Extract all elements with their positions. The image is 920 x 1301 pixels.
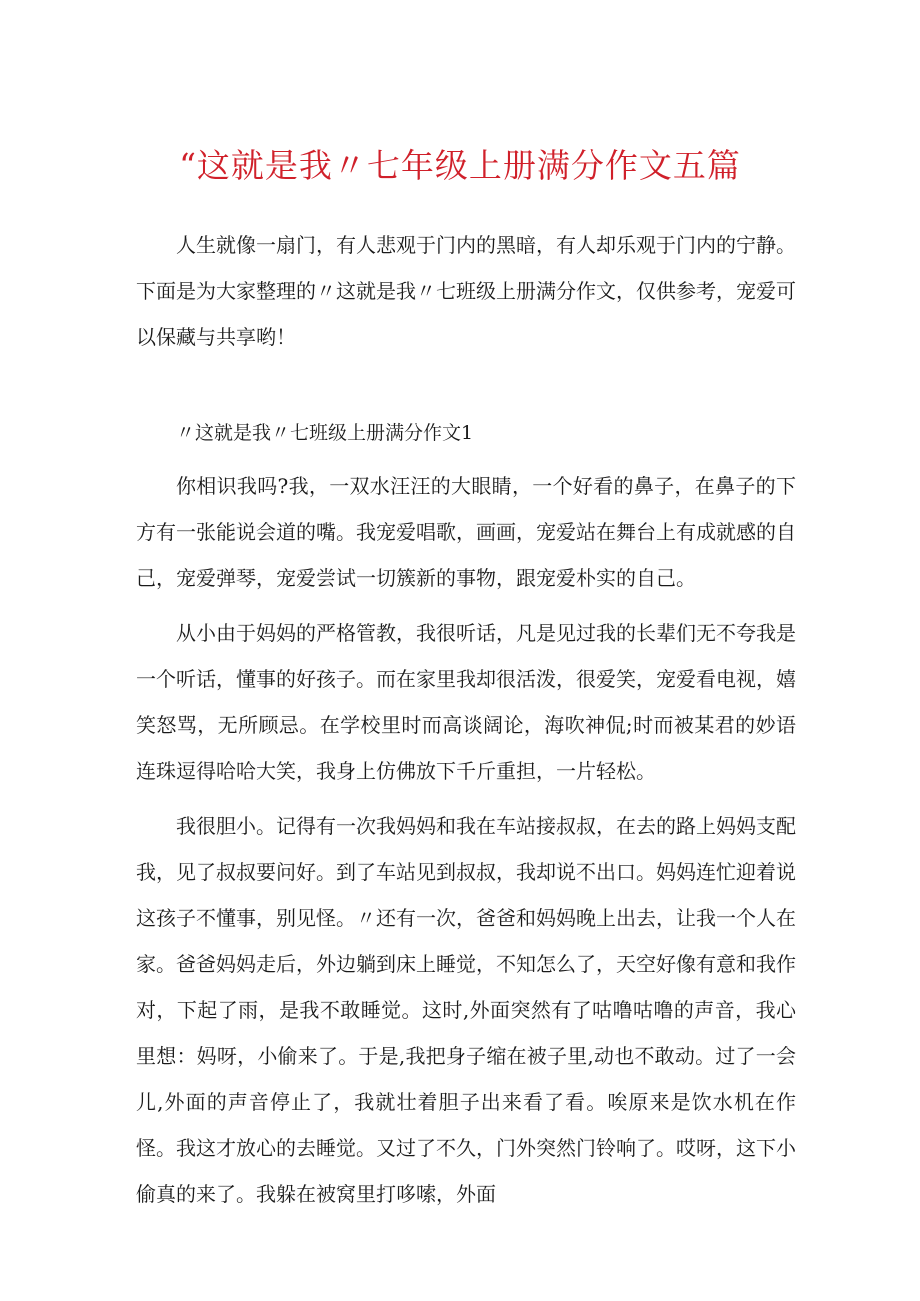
body-paragraph-2: 从小由于妈妈的严格管教，我很听话，凡是见过我的长辈们无不夸我是一个听话，懂事的好孩子。而在家里我却很活泼，很爱笑，宠爱看电视，嬉笑怒骂，无所顾忌。在学校里时而高谈阔论，海吹神侃;时而被某君的妙语连珠逗得哈哈大笑，我身上仿佛放下千斤重担，一片轻松。 [136, 621, 796, 783]
document-title: “这就是我〃七年级上册满分作文五篇 [179, 146, 741, 185]
body-paragraph-1: 你相识我吗?我，一双水汪汪的大眼睛，一个好看的鼻子，在鼻子的下方有一张能说会道的嘴。我宠爱唱歌，画画，宠爱站在舞台上有成就感的自己，宠爱弹琴，宠爱尝试一切簇新的事物，跟宠爱朴实的自己。 [136, 474, 796, 590]
section-heading: 〃这就是我〃七班级上册满分作文1 [176, 422, 474, 444]
intro-paragraph: 人生就像一扇门，有人悲观于门内的黑暗，有人却乐观于门内的宁静。下面是为大家整理的〃这就是我〃七班级上册满分作文，仅供参考，宠爱可以保藏与共享哟！ [136, 233, 796, 349]
body-paragraph-3: 我很胆小。记得有一次我妈妈和我在车站接叔叔，在去的路上妈妈支配我，见了叔叔要问好。到了车站见到叔叔，我却说不出口。妈妈连忙迎着说这孩子不懂事，别见怪。〃还有一次，爸爸和妈妈晚上出去，让我一个人在家。爸爸妈妈走后，外边躺到床上睡觉，不知怎么了，天空好像有意和我作对，下起了雨，是我不敢睡觉。这时,外面突然有了咕噜咕噜的声音，我心里想：妈呀，小偷来了。于是,我把身子缩在被子里,动也不敢动。过了一会儿,外面的声音停止了，我就壮着胆子出来看了看。唉原来是饮水机在作怪。我这才放心的去睡觉。又过了不久，门外突然门铃响了。哎呀，这下小偷真的来了。我躲在被窝里打哆嗦，外面 [136, 814, 796, 1206]
